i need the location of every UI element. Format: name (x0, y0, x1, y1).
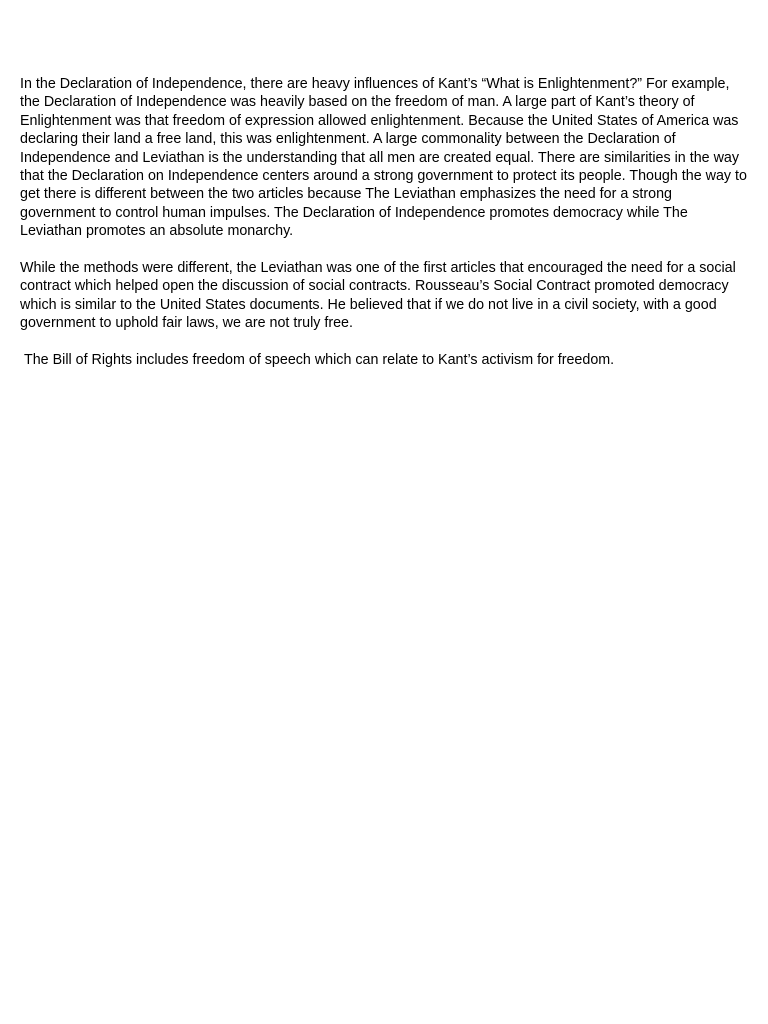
paragraph-3: The Bill of Rights includes freedom of speech which can relate to Kant’s activism for freedom. (24, 352, 615, 369)
paragraph-1: In the Declaration of Independence, there are heavy influences of Kant’s “What is Enlightenment?” For example, the Declaration of Independence was heavily based on the freedom of man. A large part of Kant’s theory of Enlightenment was that freedom of expression allowed enlightenment. Because the United States of America was declaring their land a free land, this was enlightenment. A large commonality between the Declaration of Independence and Leviathan is the understanding that all men are created equal. There are similarities in the way that the Declaration on Independence centers around a strong government to protect its people. Though the way to get there is different between the two articles because The Leviathan emphasizes the need for a strong government to control human impulses. The Declaration of Independence promotes democracy while The Leviathan promotes an absolute monarchy. (20, 76, 747, 240)
paragraph-2: While the methods were different, the Leviathan was one of the first articles that encouraged the need for a social contract which helped open the discussion of social contracts. Rousseau’s Social Contract promoted democracy which is similar to the United States documents. He believed that if we do not live in a civil society, with a good government to uphold fair laws, we are not truly free. (20, 260, 736, 332)
